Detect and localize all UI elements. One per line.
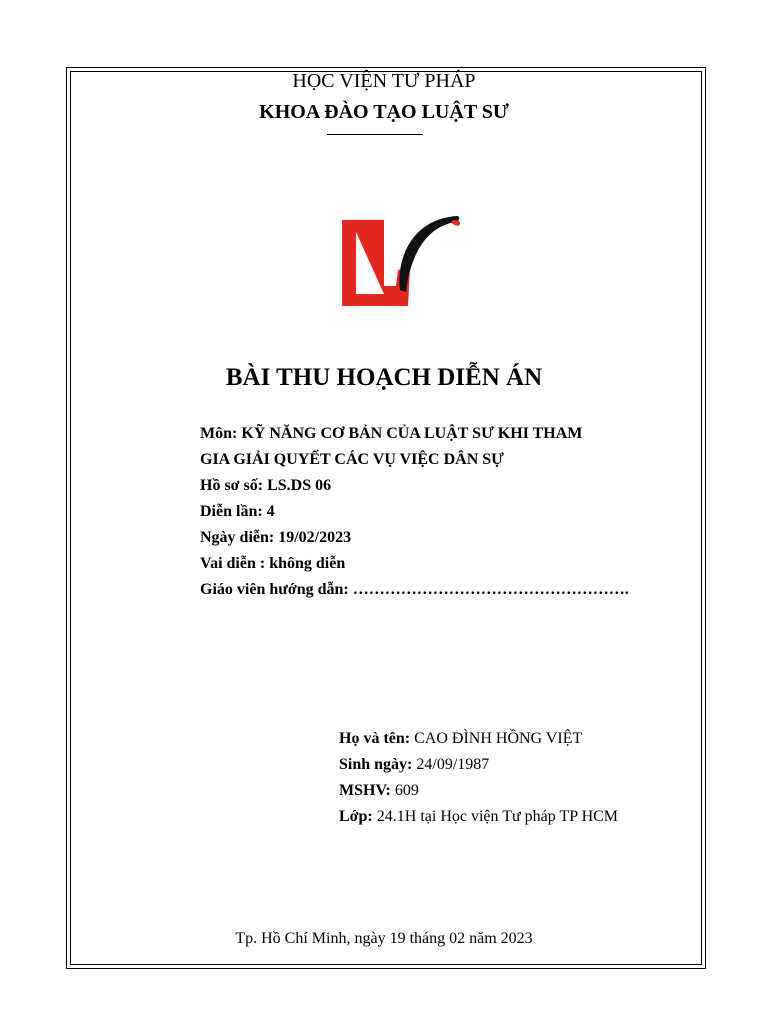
subject-line-1: Môn: KỸ NĂNG CƠ BẢN CỦA LUẬT SƯ KHI THAM [200, 425, 583, 442]
session-number: Diễn lần: 4 [200, 503, 275, 520]
student-class-label: Lớp: [339, 808, 373, 825]
student-info [339, 726, 699, 830]
document-title: BÀI THU HOẠCH DIỄN ÁN [225, 364, 543, 391]
instructor: Giáo viên hướng dẫn: ……………………………………………. [200, 581, 629, 598]
logo-red-swoosh [451, 220, 460, 226]
header-divider [327, 134, 423, 135]
institute-name: HỌC VIỆN TƯ PHÁP [292, 70, 476, 92]
student-name [339, 726, 699, 752]
logo-red-shape [342, 220, 410, 306]
institute-logo [338, 208, 462, 310]
report-info [200, 421, 660, 603]
student-dob [339, 752, 699, 778]
student-dob-label: Sinh ngày: [339, 756, 413, 773]
session-date: Ngày diễn: 19/02/2023 [200, 529, 352, 546]
student-class-value: 24.1H tại Học viện Tư pháp TP HCM [372, 808, 619, 825]
student-id-value: 609 [390, 782, 419, 799]
place-and-date: Tp. Hồ Chí Minh, ngày 19 tháng 02 năm 2023 [235, 930, 533, 947]
student-id-label: MSHV: [339, 782, 391, 799]
student-class [339, 804, 699, 830]
student-dob-value: 24/09/1987 [412, 756, 490, 773]
student-name-value: CAO ĐÌNH HỒNG VIỆT [410, 730, 583, 747]
student-name-label: Họ và tên: [339, 730, 411, 747]
faculty-name: KHOA ĐÀO TẠO LUẬT SƯ [259, 101, 509, 123]
student-id [339, 778, 699, 804]
subject-line-2: GIA GIẢI QUYẾT CÁC VỤ VIỆC DÂN SỰ [200, 451, 504, 468]
role: Vai diễn : không diễn [200, 555, 346, 572]
case-number: Hồ sơ số: LS.DS 06 [200, 477, 332, 494]
